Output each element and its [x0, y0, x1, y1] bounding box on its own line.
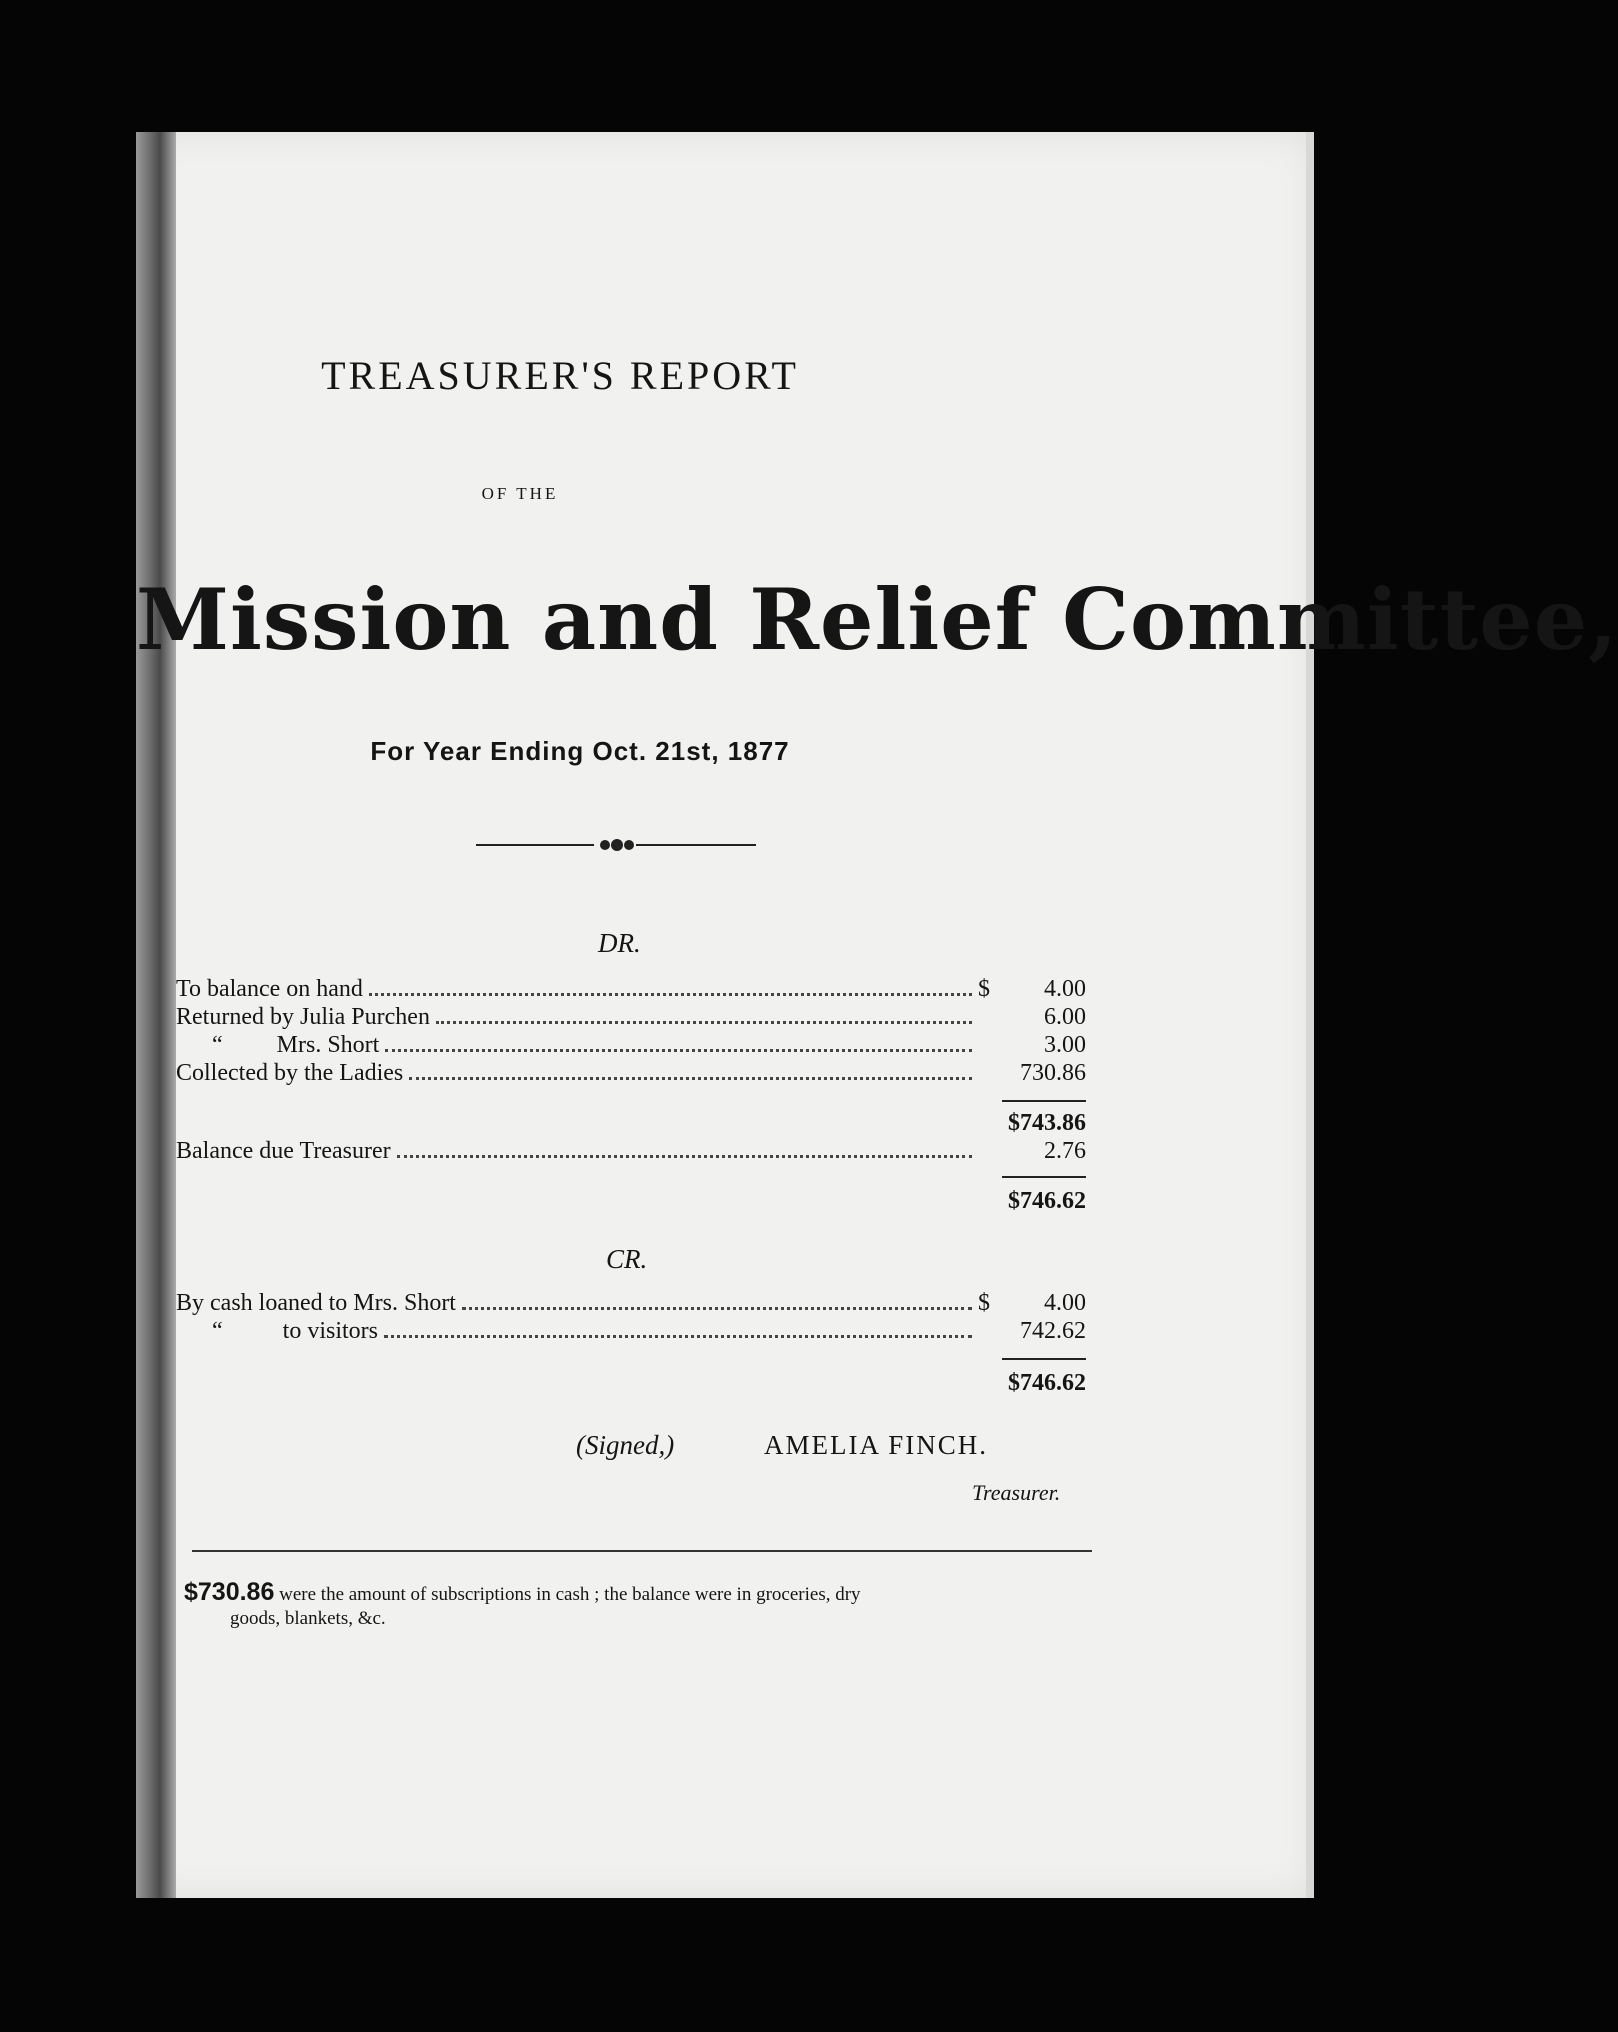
row-currency: $ [978, 976, 990, 1002]
ledger-row [176, 976, 1086, 1004]
row-label: To balance on hand [176, 976, 363, 1002]
year-line: For Year Ending Oct. 21st, 1877 [370, 736, 790, 766]
row-label: Returned by Julia Purchen [176, 1004, 430, 1030]
signer-title: Treasurer. [972, 1480, 1061, 1505]
leader-dots [384, 1335, 972, 1338]
subtotal-rule [1002, 1100, 1086, 1102]
row-amount: 4.00 [1044, 976, 1086, 1002]
ledger-row [176, 1032, 1086, 1060]
document-page [136, 132, 1618, 1898]
footnote [184, 1580, 1104, 1631]
row-label: By cash loaned to Mrs. Short [176, 1290, 456, 1316]
of-the-label: OF THE [481, 484, 559, 503]
row-amount: 6.00 [1044, 1004, 1086, 1030]
total-rule [1002, 1358, 1086, 1360]
row-amount: 4.00 [1044, 1290, 1086, 1316]
leader-dots [409, 1077, 972, 1080]
credit-total: $746.62 [1008, 1370, 1086, 1396]
leader-dots [369, 993, 972, 996]
leader-dots [462, 1307, 972, 1310]
row-label: “ to visitors [176, 1318, 378, 1344]
footnote-text: were the amount of subscriptions in cash ; the balance were in groceries, dry [274, 1584, 861, 1605]
ledger-row [176, 1318, 1086, 1346]
row-label: “ Mrs. Short [176, 1032, 380, 1058]
leader-dots [436, 1021, 972, 1024]
ornamental-divider [476, 839, 756, 851]
debit-total: $746.62 [1008, 1188, 1086, 1214]
credit-heading: CR. [606, 1244, 648, 1274]
signed-label: (Signed,) [576, 1430, 675, 1460]
row-amount: 730.86 [1020, 1060, 1086, 1086]
row-currency: $ [978, 1290, 990, 1316]
ledger-row [176, 1290, 1086, 1318]
footnote-amount: $730.86 [184, 1578, 275, 1606]
debit-subtotal: $743.86 [1008, 1110, 1086, 1136]
footer-rule [192, 1550, 1092, 1552]
ledger-row [176, 1004, 1086, 1032]
leader-dots [397, 1155, 972, 1158]
footnote-line-1 [184, 1580, 1104, 1607]
row-label: Balance due Treasurer [176, 1138, 391, 1164]
report-title: TREASURER'S REPORT [321, 353, 799, 398]
leader-dots [385, 1049, 972, 1052]
signer-name: AMELIA FINCH. [764, 1430, 989, 1460]
row-label: Collected by the Ladies [176, 1060, 404, 1086]
total-rule [1002, 1176, 1086, 1178]
row-amount: 742.62 [1020, 1318, 1086, 1344]
row-amount: 3.00 [1044, 1032, 1086, 1058]
debit-heading: DR. [598, 928, 641, 958]
ledger-row [176, 1138, 1086, 1166]
footnote-line-2: goods, blankets, &c. [230, 1608, 386, 1629]
committee-name: Mission and Relief Committee, [136, 570, 1618, 669]
ledger-row [176, 1060, 1086, 1088]
row-amount: 2.76 [1044, 1138, 1086, 1164]
